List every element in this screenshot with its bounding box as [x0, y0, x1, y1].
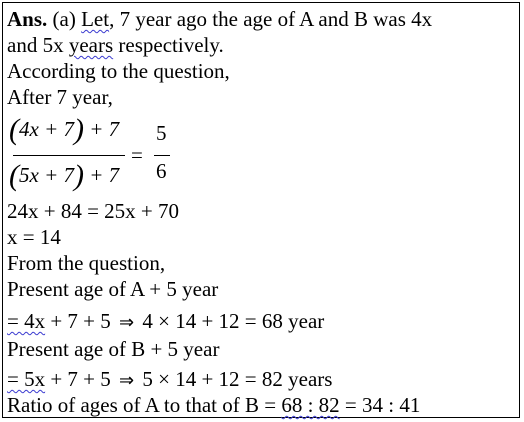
rhs-denominator: 6 — [156, 159, 167, 183]
line-present-b: Present age of B + 5 year — [7, 337, 220, 361]
paren-left: ( — [9, 113, 19, 146]
result-b: 5 × 14 + 12 = 82 years — [137, 367, 333, 391]
answer-label: Ans. — [7, 7, 48, 31]
line-ratio — [7, 393, 420, 417]
numerator-rest: + 7 — [84, 117, 120, 141]
rhs-numerator: 5 — [156, 121, 167, 145]
implies-icon: ⇒ — [119, 312, 135, 333]
fraction-denominator — [9, 159, 123, 192]
fraction-bar — [13, 155, 125, 156]
line-after: After 7 year, — [7, 85, 113, 109]
result-a: 4 × 14 + 12 = 68 year — [137, 309, 325, 333]
line-present-a: Present age of A + 5 year — [7, 277, 219, 301]
equals-sign: = — [131, 143, 143, 167]
paren-right: ) — [74, 113, 84, 146]
text-respectively: respectively. — [113, 33, 224, 57]
implies-icon: ⇒ — [119, 370, 135, 391]
fraction-numerator — [9, 113, 123, 146]
line-calc-a — [7, 309, 324, 335]
expr-4x: = 4x — [7, 309, 46, 333]
expr-plus: + 7 + 5 — [45, 309, 117, 333]
equation-fraction — [9, 113, 167, 193]
line-x-value: x = 14 — [7, 225, 61, 249]
expr-5x: = 5x — [7, 367, 46, 391]
line-from-question: From the question, — [7, 251, 166, 275]
option-label: (a) — [47, 7, 82, 31]
denominator-inner: 5x + 7 — [19, 163, 74, 187]
paren-left: ( — [9, 159, 19, 192]
intro-text: , 7 year ago the age of A and B was 4x — [109, 7, 433, 31]
line-intro — [7, 7, 432, 31]
line-equation: 24x + 84 = 25x + 70 — [7, 199, 180, 223]
rhs-fraction-bar — [154, 155, 170, 156]
text-and-5x: and 5x — [7, 33, 69, 57]
paren-right: ) — [74, 159, 84, 192]
ratio-text: Ratio of ages of A to that of B = — [7, 393, 282, 417]
word-let: Let — [81, 7, 110, 31]
line-according: According to the question, — [7, 59, 230, 83]
line-calc-b — [7, 367, 332, 393]
word-years: years — [68, 33, 114, 57]
ratio-raw: 68 : 82 — [281, 393, 340, 417]
line-respectively — [7, 33, 224, 57]
numerator-inner: 4x + 7 — [19, 117, 74, 141]
expr-plus: + 7 + 5 — [45, 367, 117, 391]
answer-box — [2, 2, 520, 418]
ratio-simplified: = 34 : 41 — [339, 393, 421, 417]
denominator-rest: + 7 — [84, 163, 120, 187]
